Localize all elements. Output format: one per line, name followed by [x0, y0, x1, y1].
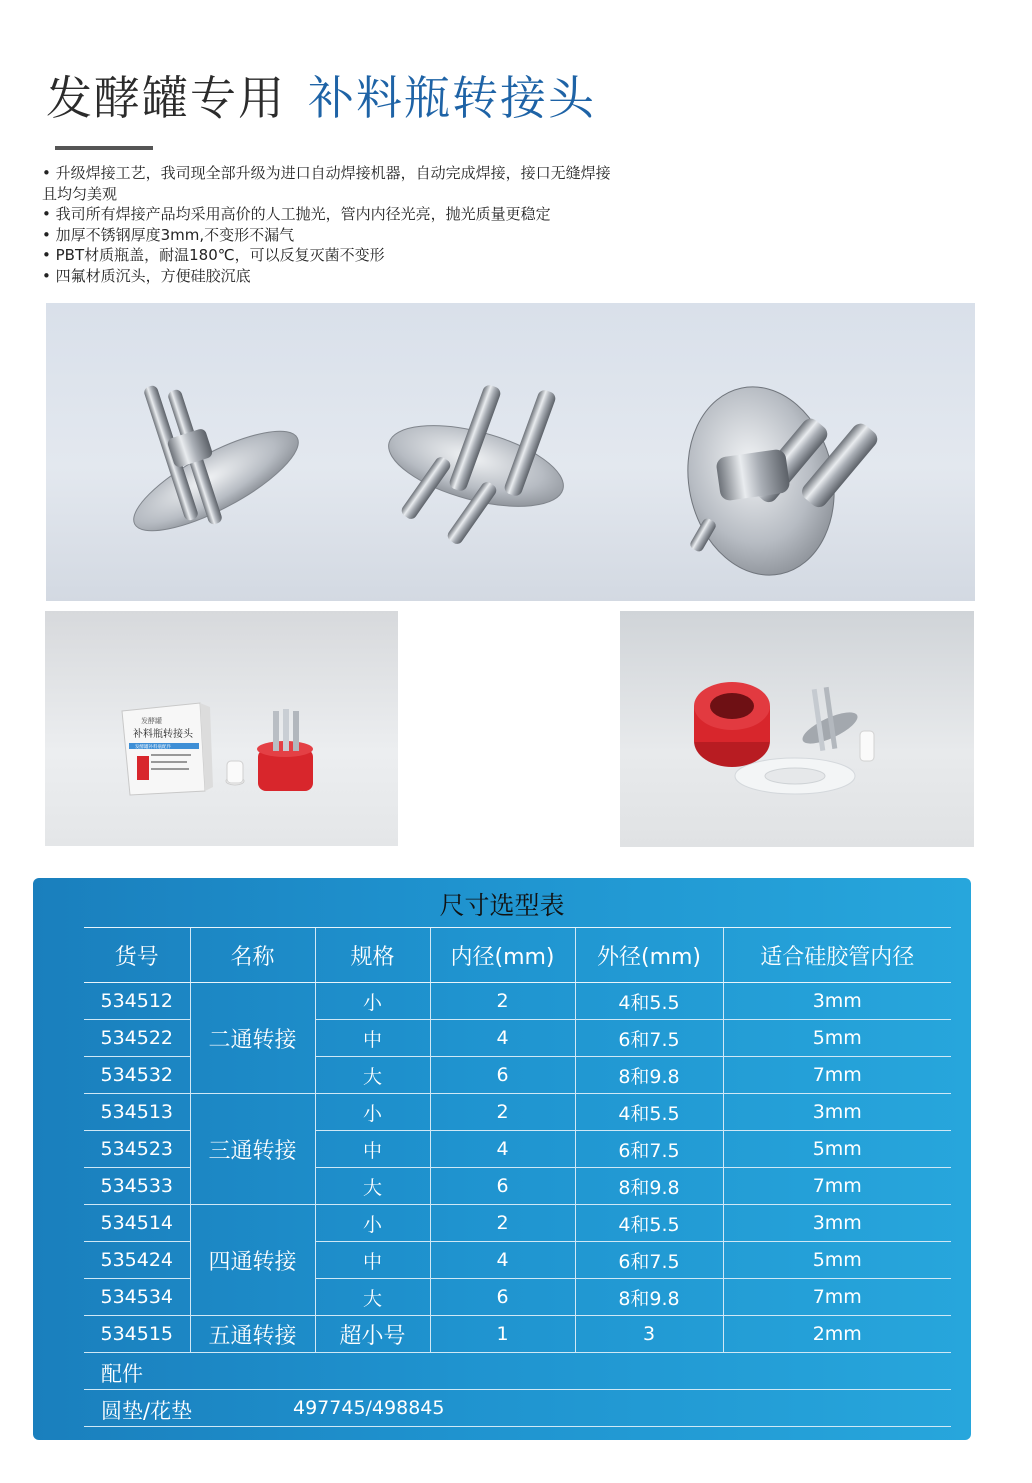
cell-tube: 3mm: [723, 1094, 951, 1131]
accessory-label: 配件: [101, 1362, 143, 1386]
cell-name: 二通转接: [190, 983, 315, 1094]
table-row: [84, 1316, 951, 1353]
cell-tube: 5mm: [723, 1020, 951, 1057]
box-band-text: 发酵罐补料瓶配件: [135, 745, 171, 750]
cell-size: 小: [315, 1205, 430, 1242]
packaging-photo: [45, 611, 398, 846]
accessory-header-row: [84, 1352, 951, 1390]
cell-tube: 5mm: [723, 1131, 951, 1168]
cell-outer: 6和7.5: [575, 1242, 723, 1279]
cell-name: 三通转接: [190, 1094, 315, 1205]
feature-line: • 四氟材质沉头，方便硅胶沉底: [42, 266, 251, 285]
cell-inner: 2: [430, 1205, 575, 1242]
table-row: [84, 1205, 951, 1242]
cell-code: 534534: [84, 1279, 190, 1316]
adapters-product-photo: [46, 303, 975, 601]
feature-line: • 我司所有焊接产品均采用高价的人工抛光，管内内径光亮，抛光质量更稳定: [42, 205, 551, 223]
cell-code: 534522: [84, 1020, 190, 1057]
cell-outer: 8和9.8: [575, 1168, 723, 1205]
title-part1: 发酵罐专用: [46, 71, 286, 125]
cell-code: 534514: [84, 1205, 190, 1242]
cell-code: 534515: [84, 1316, 190, 1353]
cell-outer: 4和5.5: [575, 1094, 723, 1131]
spec-table: [84, 927, 951, 1353]
cell-tube: 5mm: [723, 1242, 951, 1279]
page-title: [46, 62, 596, 128]
cell-inner: 1: [430, 1316, 575, 1353]
feature-list: [42, 163, 762, 286]
box-product-text: 补料瓶转接头: [133, 729, 193, 740]
cell-code: 534532: [84, 1057, 190, 1094]
cell-code: 534512: [84, 983, 190, 1020]
feature-line: 且均匀美观: [42, 184, 118, 203]
feature-line: • PBT材质瓶盖，耐温180℃，可以反复灭菌不变形: [42, 246, 385, 264]
box-brand-text: 发酵罐: [141, 717, 162, 725]
cell-size: 中: [315, 1242, 430, 1279]
cell-tube: 2mm: [723, 1316, 951, 1353]
cell-size: 中: [315, 1020, 430, 1057]
cell-outer: 8和9.8: [575, 1279, 723, 1316]
table-header-row: [84, 928, 951, 983]
components-photo: [620, 611, 974, 847]
title-underline: [55, 146, 153, 150]
column-header: 内径(mm): [430, 928, 575, 983]
cell-size: 小: [315, 983, 430, 1020]
cell-outer: 4和5.5: [575, 983, 723, 1020]
cell-inner: 4: [430, 1131, 575, 1168]
cell-code: 534513: [84, 1094, 190, 1131]
cell-name: 五通转接: [190, 1316, 315, 1353]
cell-size: 中: [315, 1131, 430, 1168]
table-row: [84, 983, 951, 1020]
column-header: 名称: [190, 928, 315, 983]
cell-outer: 6和7.5: [575, 1131, 723, 1168]
cell-size: 小: [315, 1094, 430, 1131]
accessory-row: [84, 1389, 951, 1427]
cell-outer: 8和9.8: [575, 1057, 723, 1094]
four-way-adapter: [671, 373, 881, 589]
column-header: 外径(mm): [575, 928, 723, 983]
cell-inner: 2: [430, 1094, 575, 1131]
accessory-name: 圆垫/花垫: [101, 1399, 193, 1423]
cell-size: 大: [315, 1168, 430, 1205]
cell-inner: 2: [430, 983, 575, 1020]
cell-inner: 6: [430, 1279, 575, 1316]
cell-tube: 7mm: [723, 1057, 951, 1094]
cell-outer: 3: [575, 1316, 723, 1353]
cell-outer: 6和7.5: [575, 1020, 723, 1057]
cell-size: 超小号: [315, 1316, 430, 1353]
feature-line: • 加厚不锈钢厚度3mm,不变形不漏气: [42, 225, 295, 244]
cell-inner: 6: [430, 1057, 575, 1094]
feature-line: • 升级焊接工艺，我司现全部升级为进口自动焊接机器，自动完成焊接，接口无缝焊接: [42, 164, 611, 182]
column-header: 货号: [84, 928, 190, 983]
spec-table-title: 尺寸选型表: [439, 891, 565, 920]
adapters-illustration: [46, 303, 975, 601]
cell-name: 四通转接: [190, 1205, 315, 1316]
cell-tube: 3mm: [723, 983, 951, 1020]
cell-tube: 3mm: [723, 1205, 951, 1242]
components-illustration: [620, 611, 974, 847]
column-header: 适合硅胶管内径: [723, 928, 951, 983]
cell-code: 535424: [84, 1242, 190, 1279]
cell-inner: 6: [430, 1168, 575, 1205]
cell-size: 大: [315, 1057, 430, 1094]
cell-outer: 4和5.5: [575, 1205, 723, 1242]
column-header: 规格: [315, 928, 430, 983]
two-way-adapter: [122, 384, 311, 549]
cell-code: 534523: [84, 1131, 190, 1168]
cell-code: 534533: [84, 1168, 190, 1205]
cell-size: 大: [315, 1279, 430, 1316]
three-way-adapter: [380, 383, 571, 546]
title-part2: 补料瓶转接头: [308, 71, 596, 125]
cell-tube: 7mm: [723, 1279, 951, 1316]
accessory-code: 497745/498845: [293, 1397, 445, 1419]
table-row: [84, 1094, 951, 1131]
packaging-illustration: [45, 611, 398, 846]
cell-tube: 7mm: [723, 1168, 951, 1205]
cell-inner: 4: [430, 1020, 575, 1057]
cell-inner: 4: [430, 1242, 575, 1279]
spec-table-panel: [33, 878, 971, 1440]
